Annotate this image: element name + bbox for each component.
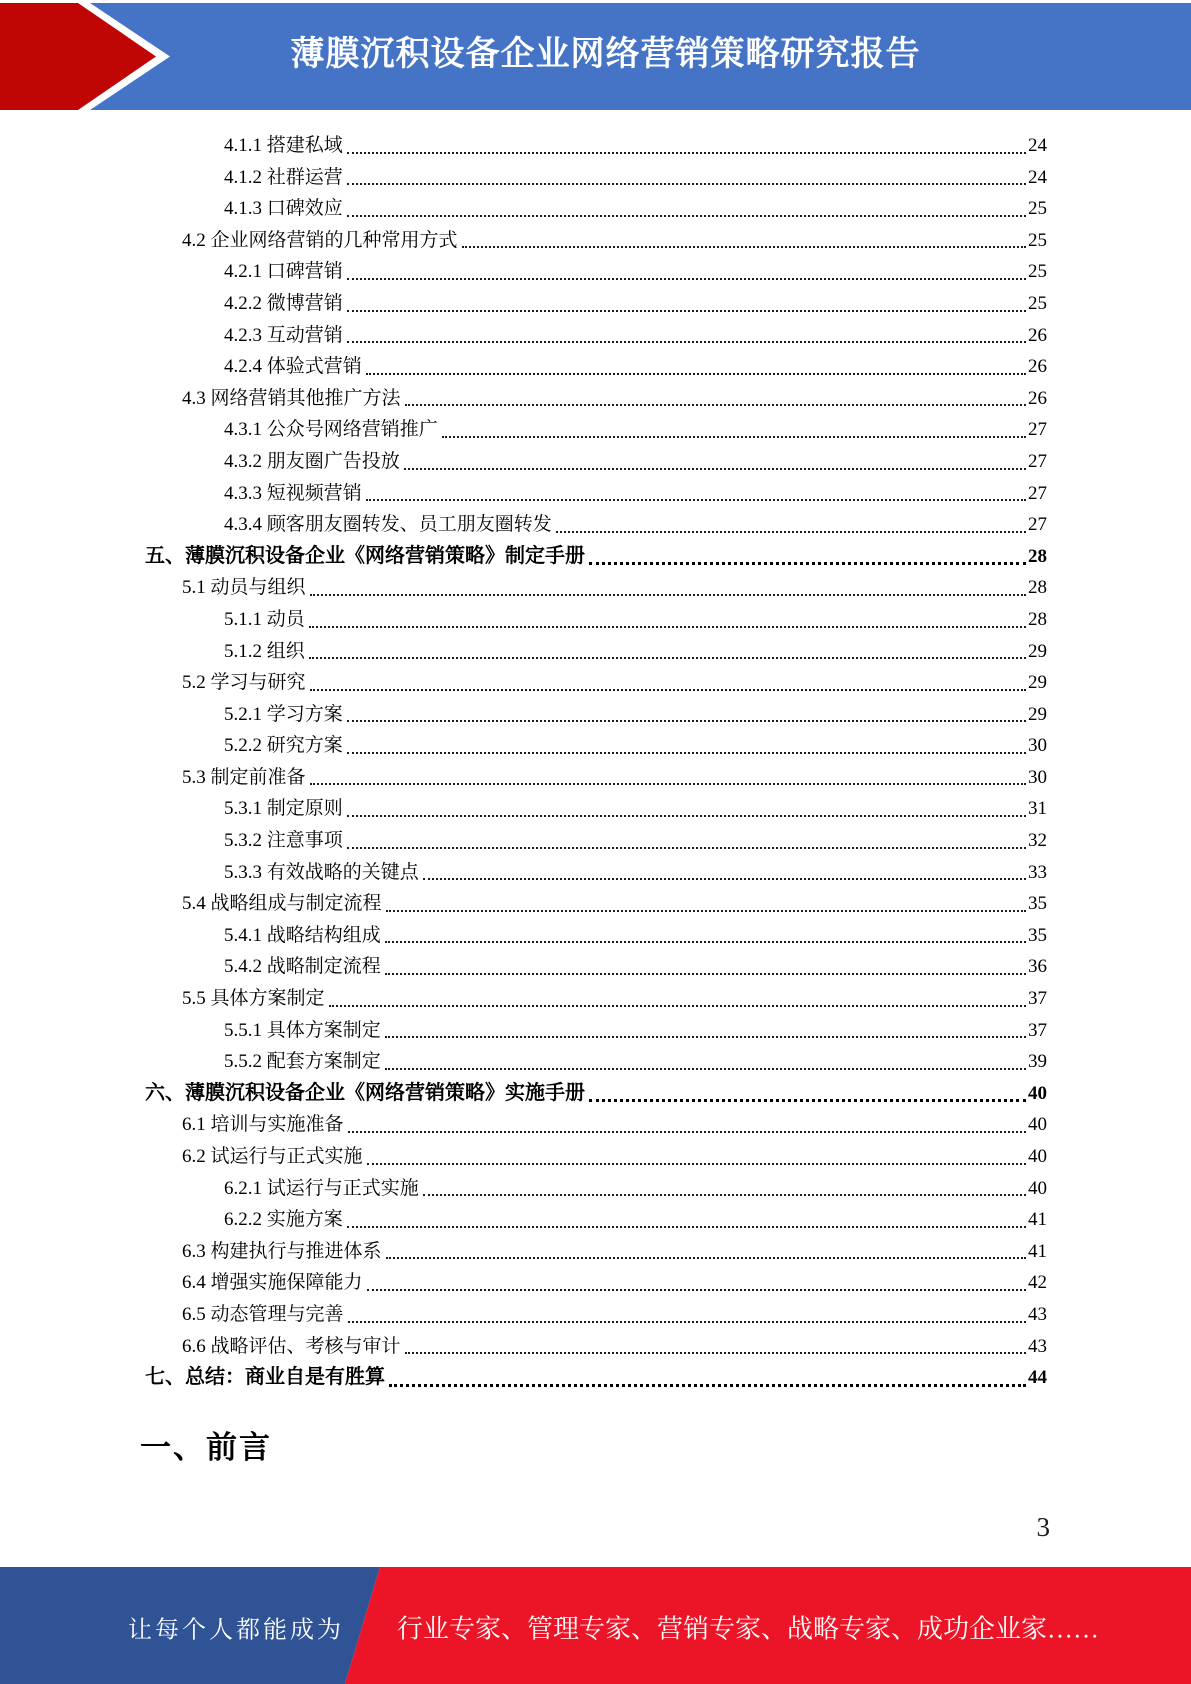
toc-entry-label: 5.4 战略组成与制定流程 <box>182 893 382 915</box>
toc-entry-label: 5.4.1 战略结构组成 <box>224 924 381 946</box>
toc-entry-page: 27 <box>1028 450 1047 472</box>
dotted-leader <box>401 383 1028 415</box>
toc-entry-page: 25 <box>1028 261 1047 283</box>
toc-entry-page: 44 <box>1028 1367 1047 1389</box>
toc-entry-label: 5.3 制定前准备 <box>182 766 306 788</box>
toc-entry-label: 5.1.1 动员 <box>224 608 305 630</box>
dotted-leader <box>344 1299 1028 1331</box>
page-footer <box>0 1567 1191 1684</box>
toc-entry-page: 28 <box>1028 577 1047 599</box>
toc-entry[interactable] <box>0 1015 1191 1047</box>
dotted-leader <box>585 541 1028 573</box>
toc-entry-page: 31 <box>1028 798 1047 820</box>
dotted-leader <box>343 699 1028 731</box>
toc-entry[interactable] <box>0 762 1191 794</box>
toc-entry-label: 5.2 学习与研究 <box>182 672 306 694</box>
toc-entry-label: 五、薄膜沉积设备企业《网络营销策略》制定手册 <box>145 544 585 567</box>
toc-entry[interactable] <box>0 225 1191 257</box>
toc-entry[interactable] <box>0 130 1191 162</box>
toc-entry-label: 4.1.3 口碑效应 <box>224 198 343 220</box>
toc-entry-page: 41 <box>1028 1240 1047 1262</box>
dotted-leader <box>343 288 1028 320</box>
dotted-leader <box>363 1141 1028 1173</box>
toc-entry[interactable] <box>0 1109 1191 1141</box>
dotted-leader <box>362 351 1028 383</box>
toc-entry-page: 32 <box>1028 830 1047 852</box>
toc-entry-page: 26 <box>1028 387 1047 409</box>
toc-entry-label: 5.4.2 战略制定流程 <box>224 956 381 978</box>
dotted-leader <box>305 636 1028 668</box>
toc-entry[interactable] <box>0 604 1191 636</box>
dotted-leader <box>343 193 1028 225</box>
dotted-leader <box>381 1046 1028 1078</box>
toc-entry[interactable] <box>0 414 1191 446</box>
dotted-leader <box>381 1015 1028 1047</box>
toc-entry[interactable] <box>0 320 1191 352</box>
toc-entry-label: 4.2.3 互动营销 <box>224 324 343 346</box>
toc-entry-label: 六、薄膜沉积设备企业《网络营销策略》实施手册 <box>145 1081 585 1104</box>
toc-entry-page: 40 <box>1028 1114 1047 1136</box>
toc-entry[interactable] <box>0 1046 1191 1078</box>
toc-entry-page: 24 <box>1028 135 1047 156</box>
toc-entry-label: 4.2.2 微博营销 <box>224 292 343 314</box>
dotted-leader <box>343 825 1028 857</box>
toc-entry[interactable] <box>0 193 1191 225</box>
toc-entry-label: 4.3.4 顾客朋友圈转发、员工朋友圈转发 <box>224 514 552 536</box>
section-heading: 一、前言 <box>140 1430 272 1465</box>
toc-entry[interactable] <box>0 1362 1191 1394</box>
dotted-leader <box>419 857 1028 889</box>
dotted-leader <box>343 730 1028 762</box>
dotted-leader <box>381 920 1028 952</box>
dotted-leader <box>438 414 1028 446</box>
dotted-leader <box>343 130 1028 162</box>
toc-entry-label: 6.6 战略评估、考核与审计 <box>182 1335 401 1357</box>
toc-entry-label: 6.4 增强实施保障能力 <box>182 1272 363 1294</box>
toc-entry-label: 6.2.1 试运行与正式实施 <box>224 1177 419 1199</box>
toc-entry[interactable] <box>0 888 1191 920</box>
toc-entry[interactable] <box>0 730 1191 762</box>
toc-entry-page: 30 <box>1028 735 1047 757</box>
dotted-leader <box>385 1362 1028 1394</box>
report-header <box>0 3 1191 110</box>
toc-entry-label: 七、总结：商业自是有胜算 <box>145 1366 385 1389</box>
toc-entry[interactable] <box>0 667 1191 699</box>
toc-entry-page: 43 <box>1028 1303 1047 1325</box>
toc-entry-page: 28 <box>1028 545 1047 567</box>
toc-entry[interactable] <box>0 793 1191 825</box>
toc-entry-label: 4.1.1 搭建私域 <box>224 135 343 156</box>
toc-entry[interactable] <box>0 920 1191 952</box>
toc-entry-label: 4.2.4 体验式营销 <box>224 356 362 378</box>
dotted-leader <box>344 1109 1028 1141</box>
toc-entry-label: 4.3.1 公众号网络营销推广 <box>224 419 438 441</box>
toc-entry-page: 41 <box>1028 1209 1047 1231</box>
toc-entry-label: 4.2 企业网络营销的几种常用方式 <box>182 229 458 251</box>
toc-entry-label: 5.2.1 学习方案 <box>224 703 343 725</box>
toc-entry-label: 5.1.2 组织 <box>224 640 305 662</box>
dotted-leader <box>363 1267 1028 1299</box>
toc-entry[interactable] <box>0 699 1191 731</box>
toc-entry[interactable] <box>0 351 1191 383</box>
dotted-leader <box>381 951 1028 983</box>
dotted-leader <box>382 888 1028 920</box>
dotted-leader <box>306 572 1028 604</box>
page-number: 3 <box>1036 1512 1050 1542</box>
toc-entry-page: 40 <box>1028 1146 1047 1167</box>
dotted-leader <box>343 256 1028 288</box>
toc-entry-label: 6.2 试运行与正式实施 <box>182 1146 363 1167</box>
dotted-leader <box>458 225 1028 257</box>
toc-entry[interactable] <box>0 1299 1191 1331</box>
toc-entry[interactable] <box>0 1173 1191 1205</box>
toc-entry[interactable] <box>0 857 1191 889</box>
toc-entry-label: 5.3.1 制定原则 <box>224 798 343 820</box>
toc-entry-page: 25 <box>1028 198 1047 220</box>
dotted-leader <box>382 1236 1028 1268</box>
chevron-icon <box>0 3 172 110</box>
dotted-leader <box>343 162 1028 194</box>
toc-entry[interactable] <box>0 162 1191 194</box>
toc-entry-page: 26 <box>1028 356 1047 378</box>
toc-entry-label: 4.2.1 口碑营销 <box>224 261 343 283</box>
toc-entry-page: 29 <box>1028 703 1047 725</box>
toc-entry-page: 25 <box>1028 229 1047 251</box>
toc-entry-label: 5.3.2 注意事项 <box>224 830 343 852</box>
toc-entry[interactable] <box>0 825 1191 857</box>
footer-right-text: 行业专家、管理专家、营销专家、战略专家、成功企业家…… <box>397 1614 1100 1644</box>
toc-entry[interactable] <box>0 1267 1191 1299</box>
toc-entry-page: 37 <box>1028 1019 1047 1041</box>
dotted-leader <box>343 1204 1028 1236</box>
toc-entry[interactable] <box>0 1078 1191 1110</box>
toc-entry-page: 39 <box>1028 1051 1047 1073</box>
report-title: 薄膜沉积设备企业网络营销策略研究报告 <box>290 35 921 73</box>
dotted-leader <box>305 604 1028 636</box>
toc-entry-page: 26 <box>1028 324 1047 346</box>
toc-entry-page: 27 <box>1028 482 1047 504</box>
toc-entry-label: 5.5.2 配套方案制定 <box>224 1051 381 1073</box>
toc-entry-label: 5.3.3 有效战略的关键点 <box>224 861 419 883</box>
toc-entry[interactable] <box>0 1204 1191 1236</box>
dotted-leader <box>552 509 1028 541</box>
toc-entry-page: 35 <box>1028 893 1047 915</box>
toc-entry-label: 5.1 动员与组织 <box>182 577 306 599</box>
toc-entry-page: 40 <box>1028 1177 1047 1199</box>
toc-entry-page: 37 <box>1028 988 1047 1010</box>
toc-entry[interactable] <box>0 983 1191 1015</box>
toc-entry-label: 4.3 网络营销其他推广方法 <box>182 387 401 409</box>
dotted-leader <box>419 1173 1028 1205</box>
toc-entry-label: 4.1.2 社群运营 <box>224 166 343 188</box>
toc-entry-page: 35 <box>1028 924 1047 946</box>
toc-entry-page: 33 <box>1028 861 1047 883</box>
dotted-leader <box>400 446 1028 478</box>
toc-entry-page: 28 <box>1028 608 1047 630</box>
toc-entry[interactable] <box>0 478 1191 510</box>
toc-entry-label: 4.3.2 朋友圈广告投放 <box>224 450 400 472</box>
dotted-leader <box>343 793 1028 825</box>
footer-left-text: 让每个人都能成为 <box>128 1617 344 1644</box>
dotted-leader <box>306 762 1028 794</box>
toc-entry-page: 43 <box>1028 1335 1047 1357</box>
toc-entry[interactable] <box>0 572 1191 604</box>
dotted-leader <box>343 320 1028 352</box>
toc-entry-page: 24 <box>1028 166 1047 188</box>
toc-entry-page: 25 <box>1028 292 1047 314</box>
toc-entry[interactable] <box>0 951 1191 983</box>
toc-entry[interactable] <box>0 256 1191 288</box>
toc-entry[interactable] <box>0 1141 1191 1173</box>
toc-entry-label: 5.5.1 具体方案制定 <box>224 1019 381 1041</box>
toc-entry[interactable] <box>0 446 1191 478</box>
toc-entry-label: 6.2.2 实施方案 <box>224 1209 343 1231</box>
toc-entry[interactable] <box>0 383 1191 415</box>
dotted-leader <box>362 478 1028 510</box>
dotted-leader <box>401 1331 1028 1363</box>
toc-entry-page: 27 <box>1028 514 1047 536</box>
dotted-leader <box>325 983 1028 1015</box>
toc-entry-page: 40 <box>1028 1082 1047 1104</box>
toc-entry-page: 29 <box>1028 672 1047 694</box>
dotted-leader <box>306 667 1028 699</box>
toc-entry-page: 36 <box>1028 956 1047 978</box>
toc-entry-label: 4.3.3 短视频营销 <box>224 482 362 504</box>
toc-entry-page: 42 <box>1028 1272 1047 1294</box>
toc-entry[interactable] <box>0 509 1191 541</box>
toc-entry-label: 5.2.2 研究方案 <box>224 735 343 757</box>
toc-entry-page: 27 <box>1028 419 1047 441</box>
table-of-contents <box>0 130 1191 1394</box>
dotted-leader <box>585 1078 1028 1110</box>
toc-entry-page: 29 <box>1028 640 1047 662</box>
toc-entry-page: 30 <box>1028 766 1047 788</box>
toc-entry[interactable] <box>0 1331 1191 1363</box>
toc-entry-label: 6.5 动态管理与完善 <box>182 1303 344 1325</box>
toc-entry-label: 6.1 培训与实施准备 <box>182 1114 344 1136</box>
toc-entry-label: 5.5 具体方案制定 <box>182 988 325 1010</box>
toc-entry[interactable] <box>0 541 1191 573</box>
toc-entry[interactable] <box>0 636 1191 668</box>
toc-entry-label: 6.3 构建执行与推进体系 <box>182 1240 382 1262</box>
toc-entry[interactable] <box>0 1236 1191 1268</box>
toc-entry[interactable] <box>0 288 1191 320</box>
